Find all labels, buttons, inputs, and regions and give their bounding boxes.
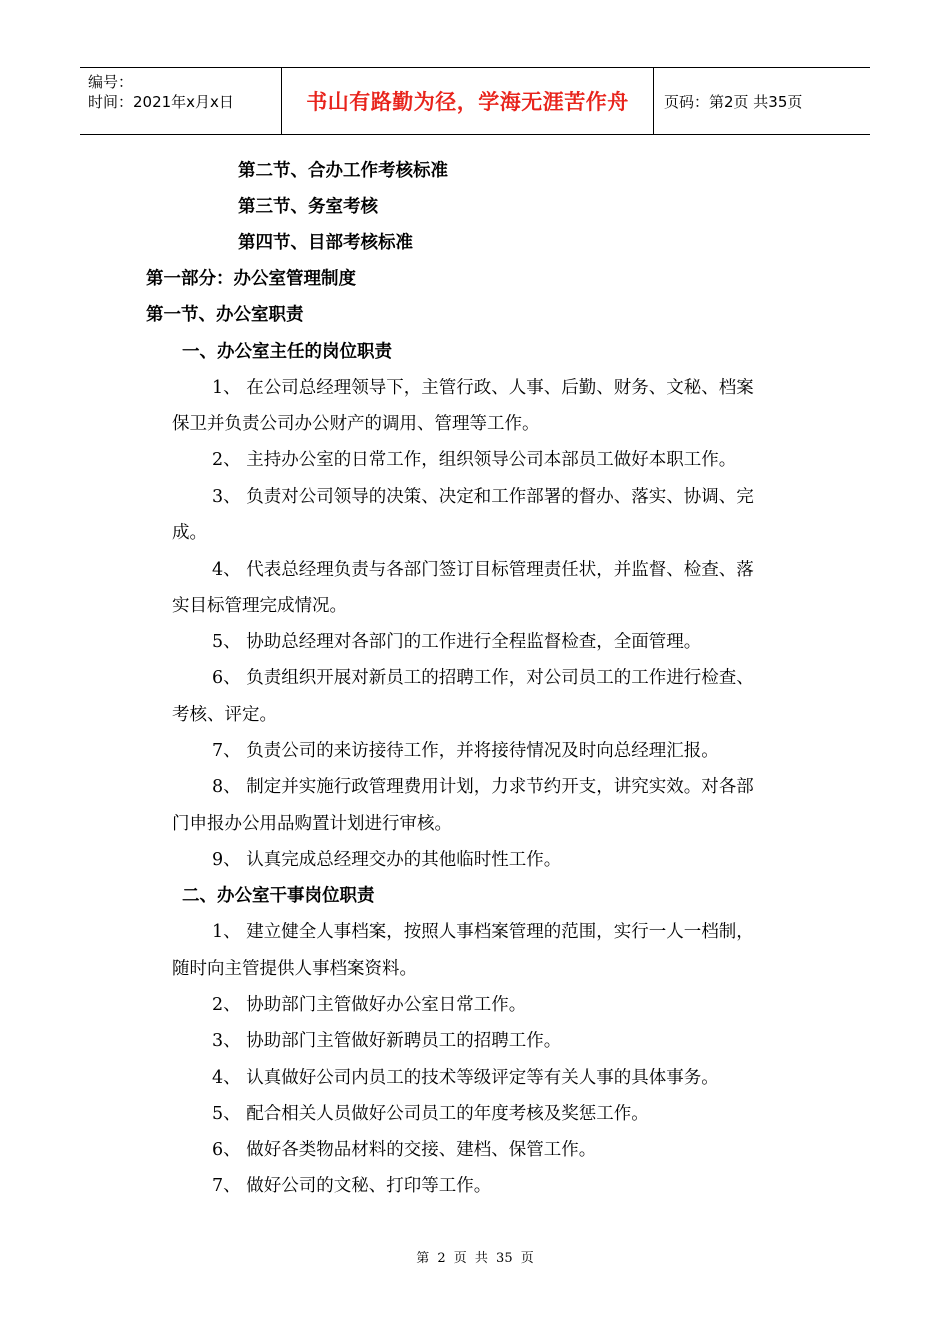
paragraph-line: 3、 负责对公司领导的决策、决定和工作部署的督办、落实、协调、完 xyxy=(212,487,754,507)
page-footer: 第 2 页 共 35 页 xyxy=(416,1251,534,1266)
paragraph-line: 5、 协助总经理对各部门的工作进行全程监督检查，全面管理。 xyxy=(212,632,702,652)
paragraph-line: 9、 认真完成总经理交办的其他临时性工作。 xyxy=(212,850,562,870)
paragraph-line: 8、 制定并实施行政管理费用计划，力求节约开支，讲究实效。对各部 xyxy=(212,777,754,797)
part-title: 第一部分：办公室管理制度 xyxy=(146,269,356,289)
subsection-title: 二、办公室干事岗位职责 xyxy=(182,886,375,906)
header-meta xyxy=(80,68,282,134)
page-header xyxy=(80,67,870,135)
paragraph-line: 考核、评定。 xyxy=(172,705,277,725)
toc-item: 第三节、务室考核 xyxy=(238,197,378,217)
paragraph-line: 成。 xyxy=(172,523,207,543)
paragraph-line: 2、 协助部门主管做好办公室日常工作。 xyxy=(212,995,527,1015)
header-page-info: 页码：第2页 共35页 xyxy=(664,92,803,111)
paragraph-line: 4、 代表总经理负责与各部门签订目标管理责任状，并监督、检查、落 xyxy=(212,560,754,580)
subsection-title: 一、办公室主任的岗位职责 xyxy=(182,342,392,362)
paragraph-line: 2、 主持办公室的日常工作，组织领导公司本部员工做好本职工作。 xyxy=(212,450,737,470)
paragraph-line: 随时向主管提供人事档案资料。 xyxy=(172,959,417,979)
header-motto: 书山有路勤为径，学海无涯苦作舟 xyxy=(282,68,654,134)
toc-item: 第二节、合办工作考核标准 xyxy=(238,161,448,181)
paragraph-line: 门申报办公用品购置计划进行审核。 xyxy=(172,814,452,834)
paragraph-line: 6、 做好各类物品材料的交接、建档、保管工作。 xyxy=(212,1140,597,1160)
paragraph-line: 7、 负责公司的来访接待工作，并将接待情况及时向总经理汇报。 xyxy=(212,741,719,761)
paragraph-line: 1、 在公司总经理领导下，主管行政、人事、后勤、财务、文秘、档案 xyxy=(212,378,754,398)
paragraph-line: 7、 做好公司的文秘、打印等工作。 xyxy=(212,1176,492,1196)
paragraph-line: 1、 建立健全人事档案，按照人事档案管理的范围，实行一人一档制， xyxy=(212,922,754,942)
paragraph-line: 保卫并负责公司办公财产的调用、管理等工作。 xyxy=(172,414,540,434)
section-title: 第一节、办公室职责 xyxy=(146,305,304,325)
paragraph-line: 6、 负责组织开展对新员工的招聘工作，对公司员工的工作进行检查、 xyxy=(212,668,754,688)
doc-number-label: 编号： xyxy=(88,73,134,91)
paragraph-line: 3、 协助部门主管做好新聘员工的招聘工作。 xyxy=(212,1031,562,1051)
toc-item: 第四节、目部考核标准 xyxy=(238,233,413,253)
paragraph-line: 实目标管理完成情况。 xyxy=(172,596,347,616)
paragraph-line: 5、 配合相关人员做好公司员工的年度考核及奖惩工作。 xyxy=(212,1104,649,1124)
paragraph-line: 4、 认真做好公司内员工的技术等级评定等有关人事的具体事务。 xyxy=(212,1068,719,1088)
doc-time-label: 时间：2021年x月x日 xyxy=(88,93,234,111)
